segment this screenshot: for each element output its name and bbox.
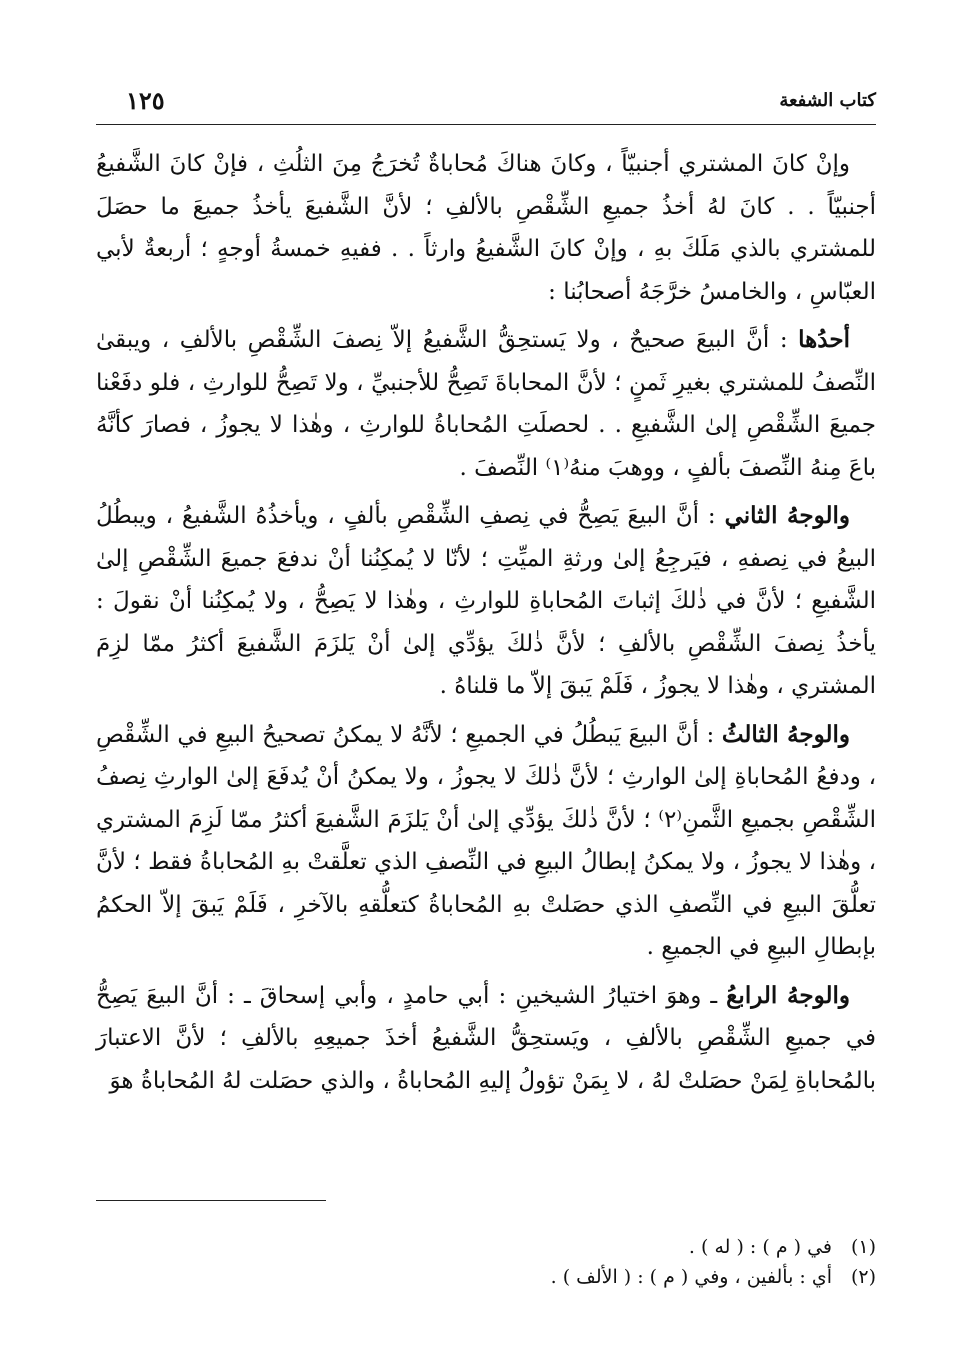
- page: [96, 80, 876, 1108]
- paragraph-text: : أنَّ البيعَ يَبطُلُ في الجميعِ ؛ لأنَّهُ لا يمكنُ تصحيحُ البيعِ في الشِّقْصِ ، ودفعُ المُحاباةِ إلىٰ الوارثِ ؛ لأنَّ ذٰلكَ لا يجوزُ ، ولا يمكنُ أنْ يُدفَعَ إلىٰ الوارثِ نِصفُ الشِّقْصِ بجميعِ الثَّمنِ⁽٢⁾ ؛ لأنَّ ذٰلكَ يؤدِّي إلىٰ أنْ يَلزَمَ الشَّفيعَ أكثرُ ممّا لَزِمَ المشتري ، وهٰذا لا يجوزُ ، ولا يمكنُ إبطالُ البيعِ في النِّصفِ الذي تعلَّقتْ بهِ المُحاباةُ فقط ؛ لأنَّ تعلُّقَ البيعِ في النِّصفِ الذي حصَلتْ بهِ المُحاباةُ كتعلُّقهِ بالآخرِ ، فَلَمْ يَبقَ إلاّ الحكمُ بإبطالِ البيعِ في الجميعِ .: [96, 721, 877, 960]
- paragraph-first-view: [96, 319, 876, 489]
- running-title: كتاب الشفعة: [779, 90, 876, 111]
- paragraph-text: : أنَّ البيعَ صحيحٌ ، ولا يَستحِقُّ الشَّفيعُ إلاّ نِصفَ الشِّقْصِ بالألفِ ، ويبقىٰ النِّصفُ للمشتري بغيرِ ثَمنٍ ؛ لأنَّ المحاباةَ تَصِحُّ للأجنبيِّ ، ولا تَصِحُّ للوارثِ ، فلو دفَعْنا جميعَ الشِّقْصِ إلىٰ الشَّفيعِ . . لحصلَتِ المُحاباةُ للوارثِ ، وهٰذا لا يجوزُ ، فصارَ كأنَّهُ باعَ مِنهُ النِّصفَ بألفٍ ، ووهبَ منهُ⁽١⁾ النِّصفَ .: [96, 327, 876, 481]
- footnote-divider: [96, 1200, 326, 1201]
- paragraph-text: : أنَّ البيعَ يَصِحُّ في نِصفِ الشِّقْصِ بألفٍ ، ويأخذُهُ الشَّفيعُ ، ويبطُلُ البيعُ في نِصفهِ ، فيَرجِعُ إلىٰ ورثةِ الميِّتِ ؛ لأنّا لا يُمكِنُنا أنْ ندفعَ جميعَ الشِّقْصِ إلىٰ الشَّفيعِ ؛ لأنَّ في ذٰلكَ إثباتَ المُحاباةِ للوارثِ ، وهٰذا لا يَصِحُّ ، ولا يُمكِنُنا أنْ نقولَ : يأخذُ نِصفَ الشِّقْصِ بالألفِ ؛ لأنَّ ذٰلكَ يؤدِّي إلىٰ أنْ يَلزَمَ الشَّفيعَ أكثرُ ممّا لزِمَ المشتري ، وهٰذا لا يجوزُ ، فَلَمْ يَبقَ إلاّ ما قلناهُ .: [96, 503, 876, 699]
- paragraph-lead: أحدُها: [798, 326, 850, 353]
- footnote-text: في ( م ) : ( له ) .: [688, 1236, 832, 1258]
- paragraph-third-view: [96, 714, 876, 969]
- paragraph-lead: والوجهُ الثالثُ: [721, 720, 850, 748]
- paragraph-second-view: [96, 495, 876, 708]
- paragraph-fourth-view: [96, 975, 876, 1103]
- footnote-number: (١): [850, 1236, 876, 1258]
- footnote-text: أي : بألفين ، وفي ( م ) : ( الألف ) .: [550, 1266, 832, 1288]
- page-header: [96, 80, 876, 125]
- footnote-item: [96, 1232, 876, 1262]
- paragraph-text: ـ وهوَ اختيارُ الشيخينِ : أبي حامدٍ ، وأبي إسحاقَ ـ : أنَّ البيعَ يَصِحُّ في جميعِ الشِّقْصِ بالألفِ ، ويَستحِقُّ الشَّفيعُ أخذَ جميعِهِ بالألفِ ؛ لأنَّ الاعتبارَ بالمُحاباةِ لِمَنْ حصَلتْ لهُ ، لا بِمَنْ تؤولُ إليهِ المُحاباةُ ، والذي حصَلت لهُ المُحاباةُ هوَ: [96, 982, 876, 1094]
- footnote-number: (٢): [850, 1266, 876, 1288]
- paragraph-lead: والوجهُ الثاني: [724, 502, 850, 529]
- paragraph-lead: والوجهُ الرابعُ: [726, 981, 850, 1009]
- footnote-item: [96, 1262, 876, 1292]
- paragraph-intro: [96, 143, 876, 313]
- footnotes: [96, 1232, 876, 1292]
- page-number: ١٢٥: [126, 86, 165, 115]
- paragraph-text: وإنْ كانَ المشتري أجنبيّاً ، وكانَ هناكَ مُحاباةٌ تُخرَجُ مِنَ الثلُثِ ، فإنْ كانَ الشَّفيعُ أجنبيّاً . . كانَ لهُ أخذُ جميعِ الشِّقْصِ بالألفِ ؛ لأنَّ الشَّفيعَ يأخذُ جميعَ ما حصَلَ للمشتري بالذي مَلَكَ بهِ ، وإنْ كانَ الشَّفيعُ وارثاً . . ففيهِ خمسةُ أوجهٍ ؛ أربعةٌ لأبي العبّاسِ ، والخامسُ خرَّجَهُ أصحابُنا :: [96, 151, 876, 305]
- body-text: [96, 143, 876, 1102]
